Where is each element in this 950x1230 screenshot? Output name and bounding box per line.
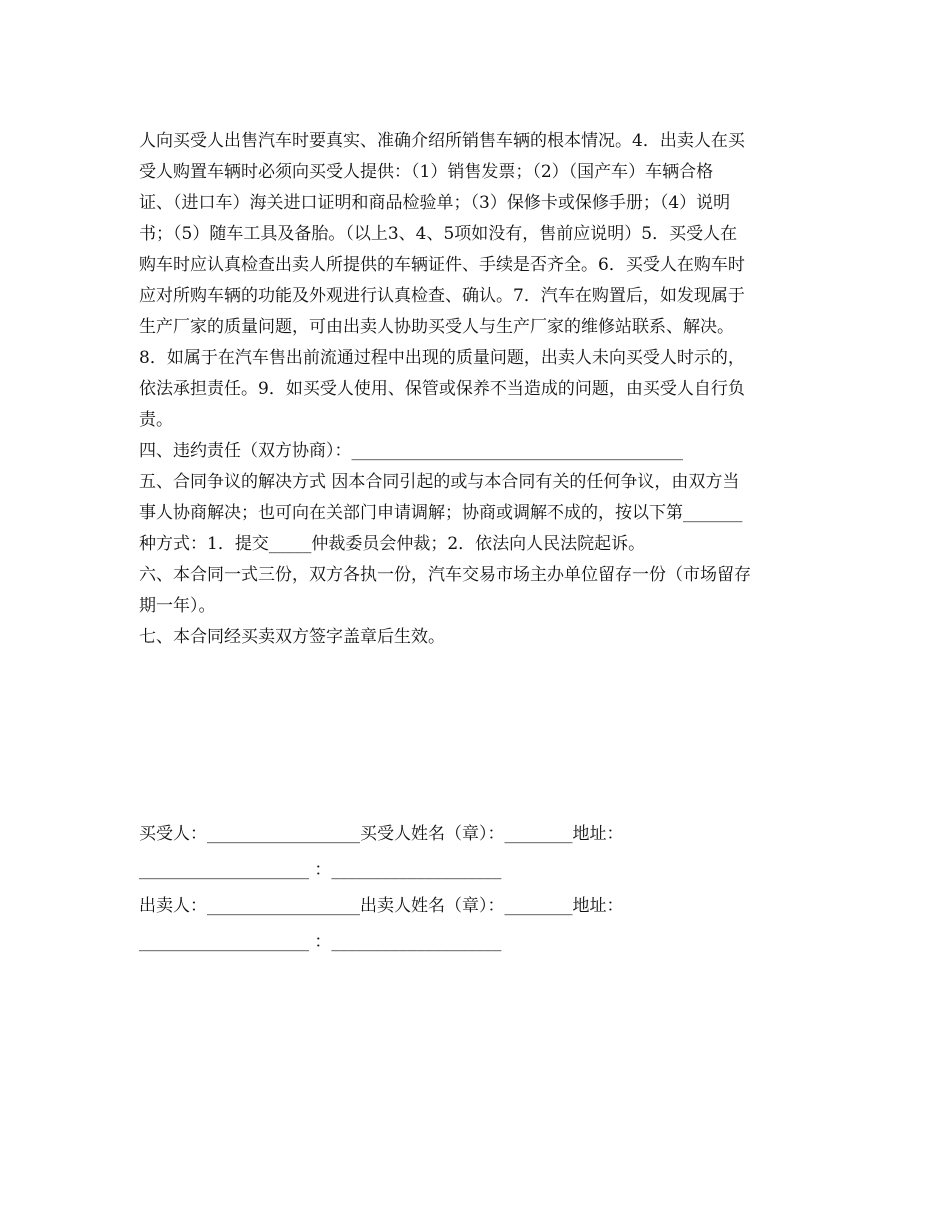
body-line: 受人购置车辆时必须向买受人提供：（1）销售发票；（2）（国产车）车辆合格 [139,162,714,182]
body-line: 应对所购车辆的功能及外观进行认真检查、确认。7．汽车在购置后，如发现属于 [139,286,745,306]
body-line: 生产厂家的质量问题，可由出卖人协助买受人与生产厂家的维修站联系、解决。 [139,317,734,337]
buyer-signature-line-cont: ____________________ ：____________________ [139,860,502,880]
seller-signature-line: 出卖人：__________________出卖人姓名（章）：________地址： [139,896,624,916]
body-line: 证、（进口车）海关进口证明和商品检验单；（3）保修卡或保修手册；（4）说明 [139,193,731,213]
buyer-signature-line: 买受人：__________________买受人姓名（章）：________地址： [139,824,624,844]
body-line: 8．如属于在汽车售出前流通过程中出现的质量问题，出卖人未向买受人时示的， [139,348,745,368]
signature-block [139,816,819,960]
body-line: 期一年）。 [139,596,216,616]
clause-dispute-resolution: 五、合同争议的解决方式 因本合同引起的或与本合同有关的任何争议，由双方当 [139,472,740,492]
clause-breach-liability: 四、违约责任（双方协商）：_______________________________________ [139,441,683,461]
body-line: 依法承担责任。9．如买受人使用、保管或保养不当造成的问题，由买受人自行负 [139,379,745,399]
body-line: 事人协商解决；也可向在关部门申请调解；协商或调解不成的，按以下第_______ [139,503,743,523]
clause-effective: 七、本合同经买卖双方签字盖章后生效。 [139,627,445,647]
body-line: 人向买受人出售汽车时要真实、准确介绍所销售车辆的根本情况。4．出卖人在买 [139,131,745,151]
body-line: 购车时应认真检查出卖人所提供的车辆证件、手续是否齐全。6．买受人在购车时 [139,255,745,275]
body-line: 种方式：1．提交_____仲裁委员会仲裁；2．依法向人民法院起诉。 [139,534,646,554]
contract-body [139,126,819,653]
body-line: 书；（5）随车工具及备胎。（以上3、4、5项如没有，售前应说明）5．买受人在 [139,224,738,244]
body-line: 责。 [139,410,173,430]
seller-signature-line-cont: ____________________ ：____________________ [139,932,502,952]
clause-copies: 六、本合同一式三份，双方各执一份，汽车交易市场主办单位留存一份（市场留存 [139,565,751,585]
